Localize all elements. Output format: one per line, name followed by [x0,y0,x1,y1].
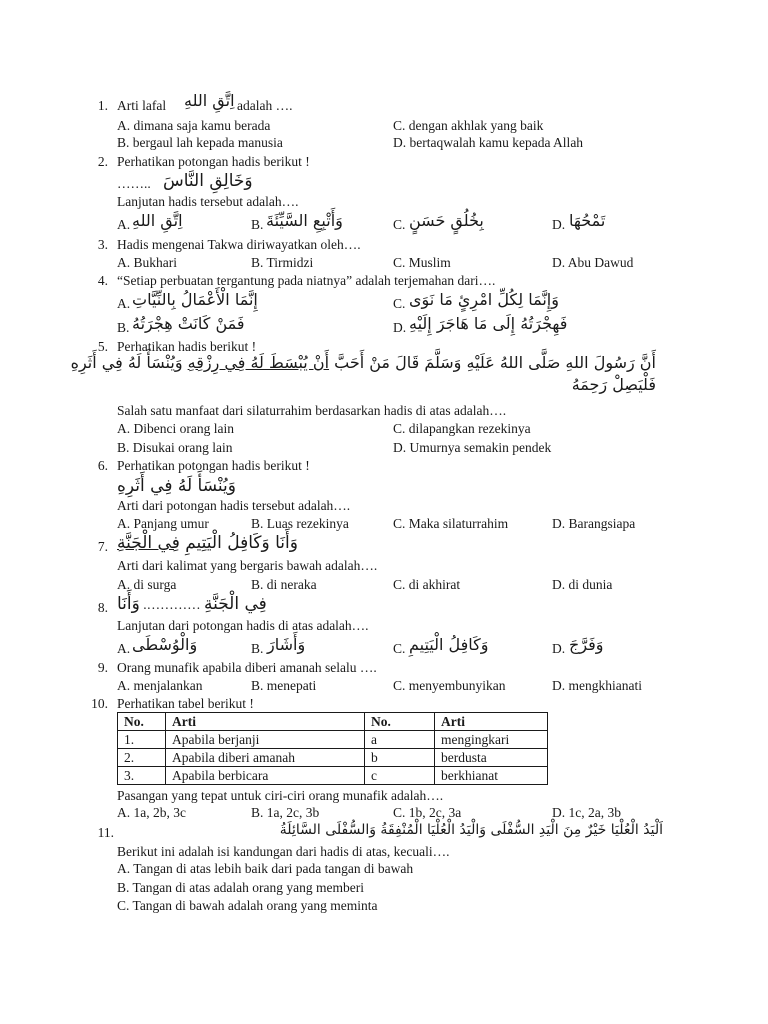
table-header-no: No. [365,713,435,731]
table-cell: 3. [118,767,166,785]
q9-option-d: D. mengkhianati [552,678,642,693]
q2-arabic-fragment: وَخَالِقِ النَّاسَ [163,171,253,191]
q10-question: Pasangan yang tepat untuk ciri-ciri orang munafik adalah…. [117,788,444,803]
q3-option-b: B. Tirmidzi [251,255,314,270]
q6-arabic-fragment: وَيُنْسَأَ لَهُ فِي أَثَرِهِ [117,476,236,496]
q1-stem-pre: Arti lafal [117,98,167,113]
q1-option-b: B. bergaul lah kepada manusia [117,135,283,150]
q8-option-b-arabic: وَأَشَارَ [267,635,306,654]
q1-option-c: C. dengan akhlak yang baik [393,118,544,133]
q8-option-d-arabic: وَفَرَّجَ [569,635,604,654]
q11-option-c: C. Tangan di bawah adalah orang yang meminta [117,898,378,913]
q10-stem: Perhatikan tabel berikut ! [117,696,254,711]
q5-hadith-line1-end: وَيُنْسَأَ لَهُ فِي أَثَرِهِ [70,353,188,372]
table-cell: Apabila berbicara [166,767,365,785]
q11-number: 11. [97,825,114,840]
q2-option-c-letter: C. [393,217,406,232]
table-cell: c [365,767,435,785]
q3-option-d: D. Abu Dawud [552,255,634,270]
q7-arabic-sentence [117,533,298,553]
table-cell: 1. [118,731,166,749]
q2-number: 2. [97,154,108,169]
q3-option-a: A. Bukhari [117,255,177,270]
table-cell: Apabila diberi amanah [166,749,365,767]
q5-number: 5. [97,339,108,354]
q4-option-d-arabic: فَهِجْرَتُهُ إِلَى مَا هَاجَرَ إِلَيْهِ [409,314,568,333]
q2-option-d-arabic: تَمْحُهَا [569,211,606,230]
q5-hadith-line1-start: أَنَّ رَسُولَ اللهِ صَلَّى اللهُ عَلَيْهِ وَسَلَّمَ قَالَ مَنْ أَحَبَّ [329,353,656,372]
q5-option-b: B. Disukai orang lain [117,440,233,455]
table-header-no: No. [118,713,166,731]
q11-option-a: A. Tangan di atas lebih baik dari pada tangan di bawah [117,861,414,876]
q2-option-d-letter: D. [552,217,566,232]
table-cell: b [365,749,435,767]
q9-option-a: A. menjalankan [117,678,203,693]
table-row [118,731,548,749]
q6-option-a: A. Panjang umur [117,516,209,531]
table-row [118,749,548,767]
q4-option-b-arabic: فَمَنْ كَانَتْ هِجْرَتُهُ [132,314,245,333]
q8-arabic-end: فِي الْجَنَّةِ [203,594,267,614]
q3-option-c: C. Muslim [393,255,451,270]
q8-option-d-letter: D. [552,641,566,656]
q6-option-b: B. Luas rezekinya [251,516,349,531]
q10-option-a: A. 1a, 2b, 3c [117,805,186,820]
q2-stem: Perhatikan potongan hadis berikut ! [117,154,310,169]
q6-option-c: C. Maka silaturrahim [393,516,509,531]
q8-option-a-letter: A. [117,641,131,656]
q9-stem: Orang munafik apabila diberi amanah selalu …. [117,660,377,675]
q2-option-a-letter: A. [117,217,131,232]
table-cell: 2. [118,749,166,767]
table-row [118,767,548,785]
q9-number: 9. [97,660,108,675]
q5-hadith-underlined-phrase: أَنْ يُبْسَطَ لَهُ فِي رِزْقِهِ [187,353,330,372]
q6-number: 6. [97,458,108,473]
q8-option-c-arabic: وَكَافِلُ الْيَتِيمِ [409,635,489,654]
q8-option-b-letter: B. [251,641,264,656]
table-cell: berkhianat [435,767,548,785]
q7-option-c: C. di akhirat [393,577,461,592]
q6-option-d: D. Barangsiapa [552,516,636,531]
q4-option-c-arabic: وَإِنَّمَا لِكُلِّ امْرِئٍ مَا نَوَى [409,290,559,309]
q5-stem: Perhatikan hadis berikut ! [117,339,257,354]
q1-option-a: A. dimana saja kamu berada [117,118,271,133]
q5-option-a: A. Dibenci orang lain [117,421,234,436]
q11-question: Berikut ini adalah isi kandungan dari hadis di atas, kecuali…. [117,844,450,859]
q4-option-c-letter: C. [393,296,406,311]
q10-number: 10. [91,696,108,711]
q4-option-b-letter: B. [117,320,130,335]
q11-hadith-text: اَلْيَدُ الْعُلْيَا خَيْرٌ مِنَ الْيَدِ السُّفْلَى وَالْيَدُ الْعُلْيَا الْمُنْفِقَةُ وَالسُّفْلَى السَّائِلَةُ [279,822,663,838]
q7-option-a: A. di surga [117,577,177,592]
q3-number: 3. [97,237,108,252]
q10-option-d: D. 1c, 2a, 3b [552,805,621,820]
q3-stem: Hadis mengenai Takwa diriwayatkan oleh…. [117,237,361,252]
table-header-arti: Arti [435,713,548,731]
q8-arabic-start: وَأَنَا [117,594,140,614]
q1-stem-post: adalah …. [237,98,293,113]
q10-pairing-table [117,712,548,785]
q2-option-c-arabic: بِخُلُقٍ حَسَنٍ [409,211,484,230]
q2-question: Lanjutan hadis tersebut adalah…. [117,194,299,209]
q5-option-d: D. Umurnya semakin pendek [393,440,552,455]
table-cell: mengingkari [435,731,548,749]
table-cell: a [365,731,435,749]
q5-hadith-line1 [71,353,656,373]
q8-arabic-sentence [117,594,267,614]
q4-option-a-arabic: إِنَّمَا الْأَعْمَالُ بِالنِّيَّاتِ [132,290,258,309]
q8-question: Lanjutan dari potongan hadis di atas adalah…. [117,618,369,633]
q7-question: Arti dari kalimat yang bergaris bawah adalah…. [117,558,378,573]
table-cell: Apabila berjanji [166,731,365,749]
q6-question: Arti dari potongan hadis tersebut adalah…. [117,498,351,513]
q5-hadith-line2: فَلْيَصِلْ رَحِمَهُ [571,375,656,394]
q7-option-d: D. di dunia [552,577,613,592]
q5-question: Salah satu manfaat dari silaturrahim berdasarkan hadis di atas adalah…. [117,403,507,418]
table-header-row [118,713,548,731]
q5-option-c: C. dilapangkan rezekinya [393,421,531,436]
q9-option-b: B. menepati [251,678,317,693]
q4-stem: “Setiap perbuatan tergantung pada niatnya” adalah terjemahan dari…. [117,273,496,288]
q8-option-a-arabic: وَالْوُسْطَى [132,635,198,654]
table-header-arti: Arti [166,713,365,731]
q1-option-d: D. bertaqwalah kamu kepada Allah [393,135,584,150]
q2-option-b-arabic: وَأَتْبِعِ السَّيِّئَةَ [266,211,343,230]
q2-dots: …….. [117,176,151,191]
q10-option-b: B. 1a, 2c, 3b [251,805,320,820]
q2-option-a-arabic: اِتَّقِ اللهِ [132,211,183,230]
q4-number: 4. [97,273,108,288]
q7-option-b: B. di neraka [251,577,317,592]
q1-number: 1. [97,98,108,113]
q4-option-a-letter: A. [117,296,131,311]
q8-blank-dots: …………. [139,597,204,612]
q4-option-d-letter: D. [393,320,407,335]
table-cell: berdusta [435,749,548,767]
q1-arabic-phrase: اِتَّقِ اللهِ [184,91,235,110]
q7-arabic-underlined: فِي الْجَنَّةِ [117,533,180,553]
q10-option-c: C. 1b, 2c, 3a [393,805,462,820]
q8-option-c-letter: C. [393,641,406,656]
q9-option-c: C. menyembunyikan [393,678,506,693]
q6-stem: Perhatikan potongan hadis berikut ! [117,458,310,473]
q11-option-b: B. Tangan di atas adalah orang yang memberi [117,880,364,895]
q8-number: 8. [97,600,108,615]
q7-arabic-start: وَأَنَا وَكَافِلُ الْيَتِيمِ [179,533,298,553]
q7-number: 7. [97,539,108,554]
q2-option-b-letter: B. [251,217,264,232]
